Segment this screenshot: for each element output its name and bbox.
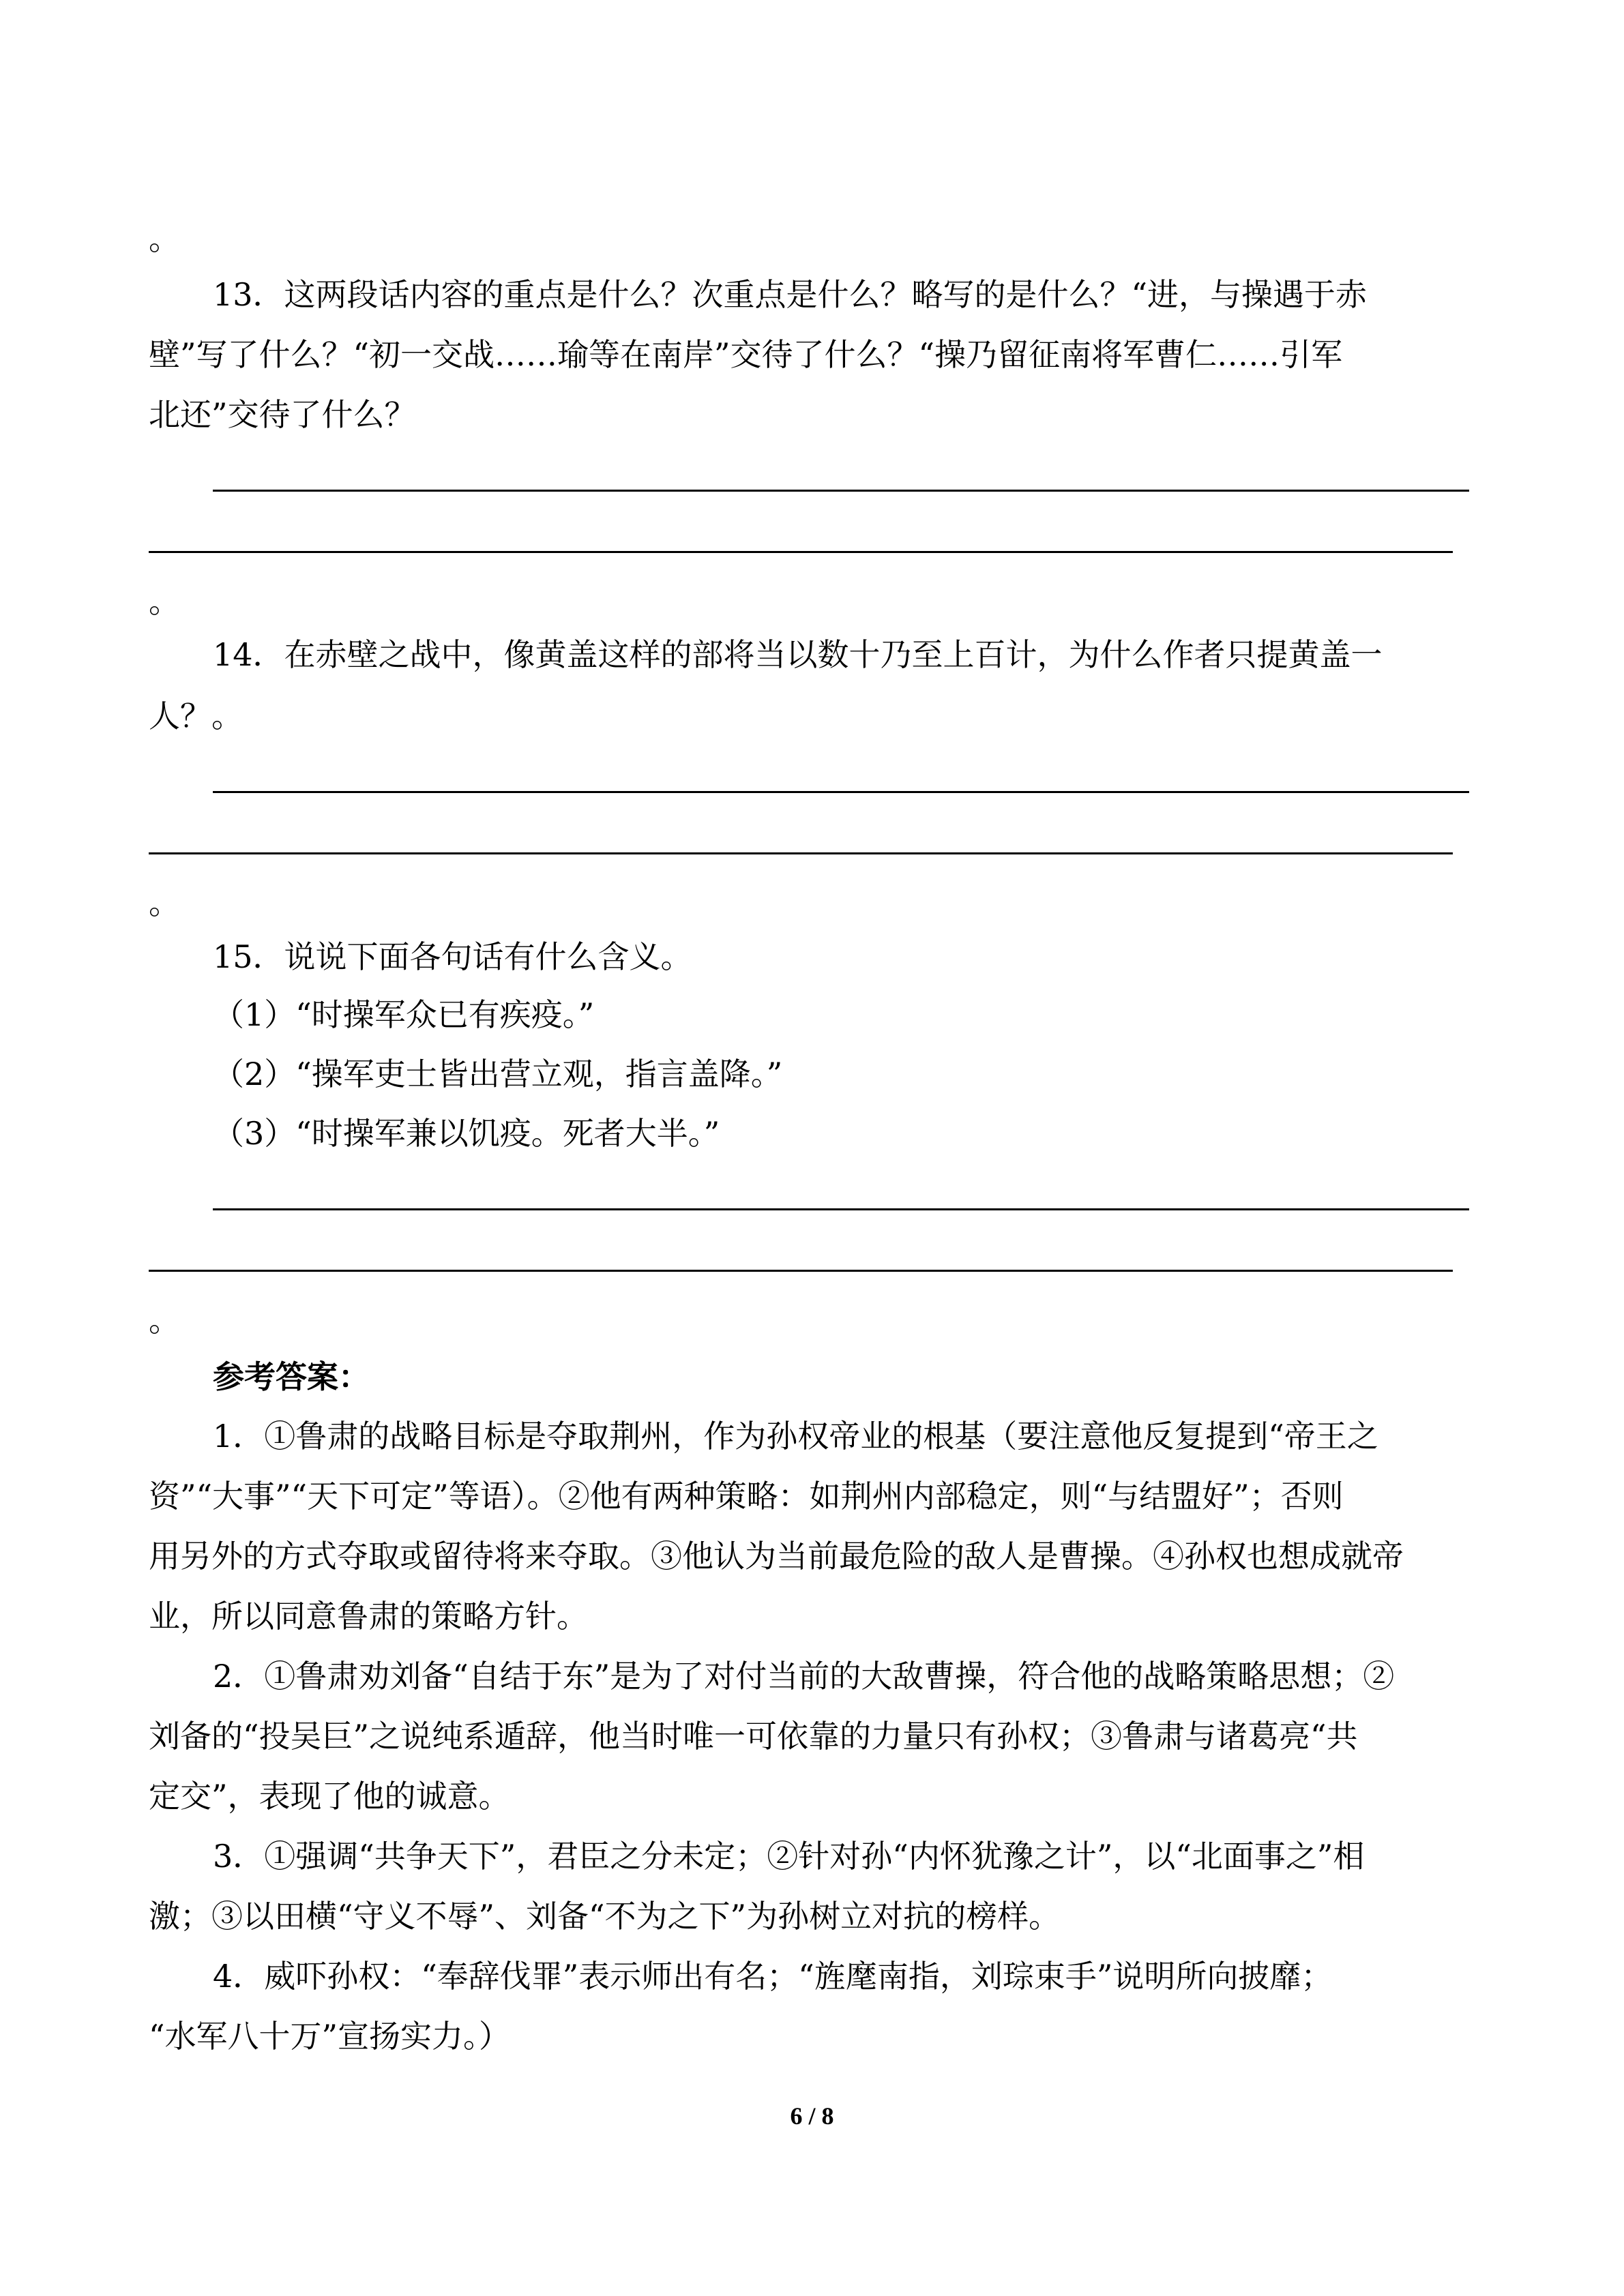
answer-4-line-1: 4．威吓孙权：“奉辞伐罪”表示师出有名；“旌麾南指，刘琮束手”说明所向披靡； [213,1958,1333,1995]
answer-1-line-3: 用另外的方式夺取或留待将来夺取。③他认为当前最危险的敌人是曹操。④孙权也想成就帝 [149,1538,1404,1575]
answer-3-line-2: 激；③以田横“守义不辱”、刘备“不为之下”为孙树立对抗的榜样。 [149,1898,1061,1935]
q14-line-2: 人？。 [149,698,243,734]
answer-1-line-2: 资”“大事”“天下可定”等语）。②他有两种策略：如荆州内部稳定，则“与结盟好”；否则 [149,1478,1344,1515]
q15-answer-line-2[interactable] [149,1270,1453,1272]
q12-end-mark: 。 [149,220,180,257]
q14-answer-line-2[interactable] [149,852,1453,854]
q13-answer-line-1[interactable] [213,490,1469,492]
answer-1-line-1: 1．①鲁肃的战略目标是夺取荆州，作为孙权帝业的根基（要注意他反复提到“帝王之 [213,1418,1378,1455]
q14-end-mark: 。 [149,884,180,921]
q15-end-mark: 。 [149,1302,180,1339]
q13-end-mark: 。 [149,583,180,620]
answer-3-line-1: 3．①强调“共争天下”，君臣之分未定；②针对孙“内怀犹豫之计”，以“北面事之”相 [213,1838,1365,1875]
q13-line-2: 壁”写了什么？“初一交战……瑜等在南岸”交待了什么？“操乃留征南将军曹仁……引军 [149,336,1343,373]
answer-4-line-2: “水军八十万”宣扬实力。） [149,2018,511,2055]
q15-line-1: 15．说说下面各句话有什么含义。 [213,938,692,975]
q15-item-1: （1）“时操军众已有疾疫。” [213,996,595,1033]
answers-heading: 参考答案： [213,1358,370,1395]
q15-item-3: （3）“时操军兼以饥疫。死者大半。” [213,1115,720,1152]
q15-answer-line-1[interactable] [213,1208,1469,1210]
q14-answer-line-1[interactable] [213,791,1469,793]
q13-line-3: 北还”交待了什么？ [149,396,416,433]
q13-line-1: 13．这两段话内容的重点是什么？次重点是什么？略写的是什么？“进，与操遇于赤 [213,276,1368,313]
q15-item-2: （2）“操军吏士皆出营立观，指言盖降。” [213,1056,783,1092]
answer-2-line-2: 刘备的“投吴巨”之说纯系遁辞，他当时唯一可依靠的力量只有孙权；③鲁肃与诸葛亮“共 [149,1718,1358,1755]
answer-2-line-3: 定交”，表现了他的诚意。 [149,1778,510,1815]
q14-line-1: 14．在赤壁之战中，像黄盖这样的部将当以数十乃至上百计，为什么作者只提黄盖一 [213,636,1383,673]
q13-answer-line-2[interactable] [149,551,1453,553]
answer-2-line-1: 2．①鲁肃劝刘备“自结于东”是为了对付当前的大敌曹操，符合他的战略策略思想；② [213,1658,1395,1695]
page-number: 6 / 8 [790,2102,834,2130]
answer-1-line-4: 业，所以同意鲁肃的策略方针。 [149,1598,588,1635]
